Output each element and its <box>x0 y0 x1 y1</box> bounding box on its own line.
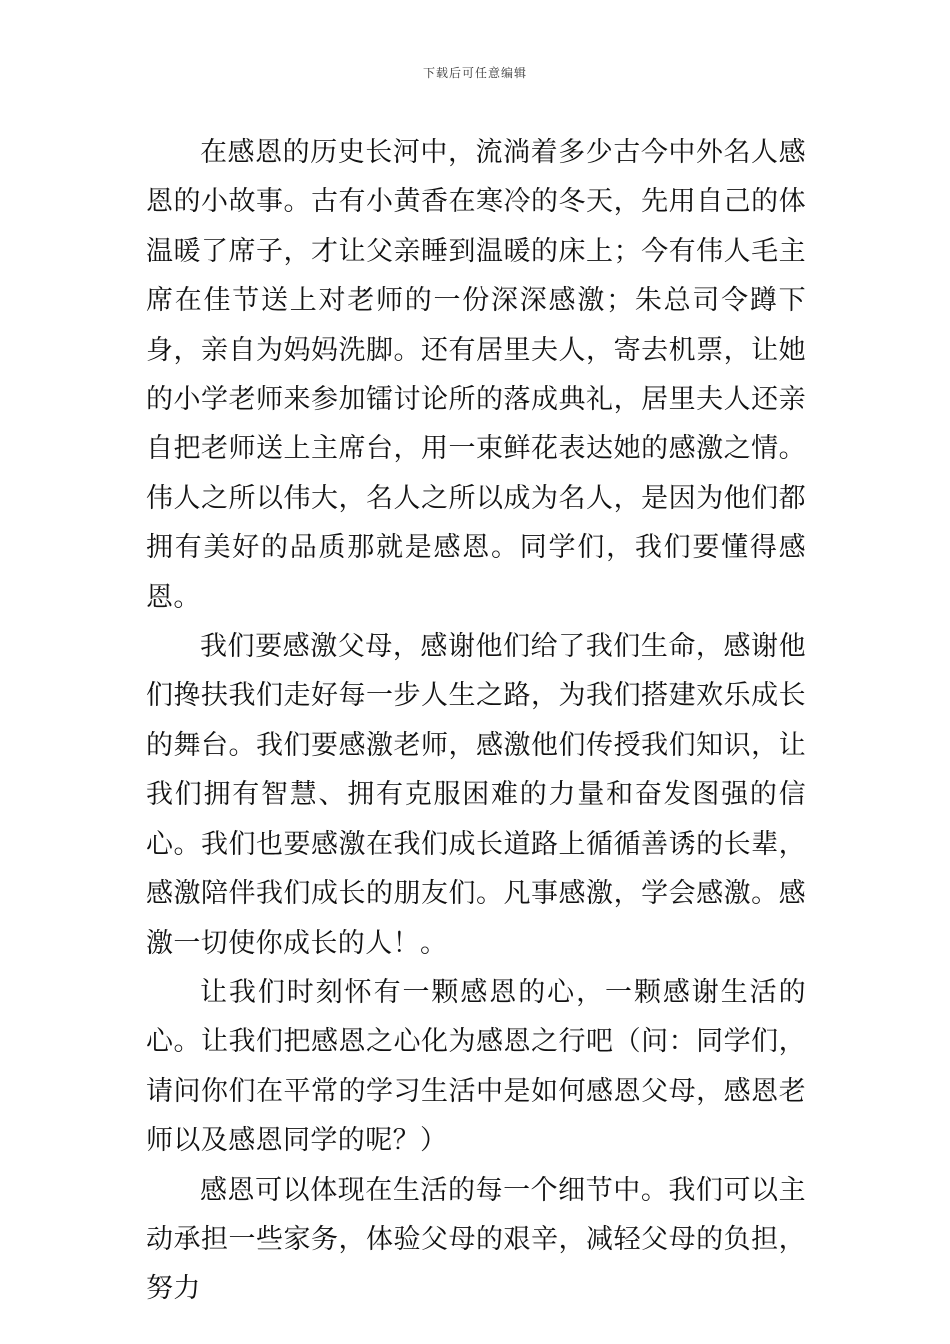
paragraph-3: 让我们时刻怀有一颗感恩的心，一颗感谢生活的心。让我们把感恩之心化为感恩之行吧（问：同学们，请问你们在平常的学习生活中是如何感恩父母，感恩老师以及感恩同学的呢？） <box>146 976 806 1157</box>
paragraph-2: 我们要感激父母，感谢他们给了我们生命，感谢他们搀扶我们走好每一步人生之路，为我们搭建欢乐成长的舞台。我们要感激老师，感激他们传授我们知识，让我们拥有智慧、拥有克服困难的力量和奋发图强的信心。我们也要感激在我们成长道路上循循善诱的长辈，感激陪伴我们成长的朋友们。凡事感激，学会感激。感激一切使你成长的人！。 <box>146 631 806 959</box>
paragraph-1: 在感恩的历史长河中，流淌着多少古今中外名人感恩的小故事。古有小黄香在寒冷的冬天，先用自己的体温暖了席子，才让父亲睡到温暖的床上；今有伟人毛主席在佳节送上对老师的一份深深感激；朱总司令蹲下身，亲自为妈妈洗脚。还有居里夫人，寄去机票，让她的小学老师来参加镭讨论所的落成典礼，居里夫人还亲自把老师送上主席台，用一束鲜花表达她的感激之情。伟人之所以伟大，名人之所以成为名人，是因为他们都拥有美好的品质那就是感恩。同学们，我们要懂得感恩。 <box>146 137 806 613</box>
document-body <box>146 128 806 1314</box>
paragraph-4: 感恩可以体现在生活的每一个细节中。我们可以主动承担一些家务，体验父母的艰辛，减轻父母的负担，努力 <box>146 1174 806 1305</box>
page-header-note: 下载后可任意编辑 <box>422 66 527 80</box>
